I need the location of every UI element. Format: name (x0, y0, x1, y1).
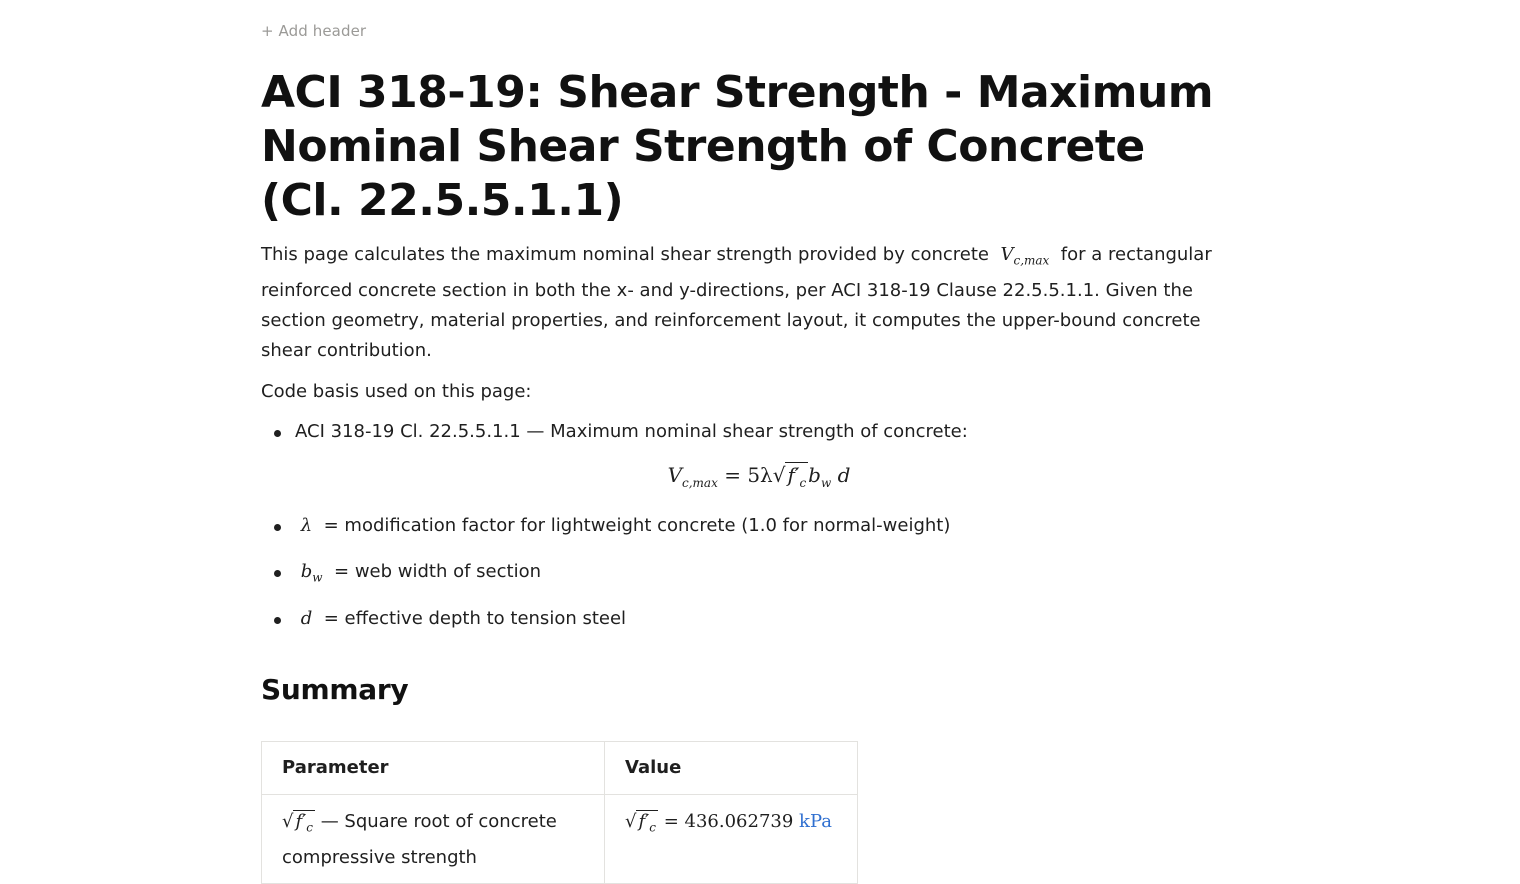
intro-math-vcmax: $V_{c,max}$ (1000, 244, 1050, 268)
value-cell (605, 795, 858, 884)
code-basis-list (261, 417, 1241, 447)
eq-sqrt-fc: √ $f'_c$ (772, 462, 807, 490)
eq-d: d (837, 462, 851, 487)
sqrt-icon: √ (282, 811, 294, 833)
parameter-description: — Square root of concrete compressive strength (282, 811, 557, 868)
table-row (262, 795, 858, 884)
list-item: λ = modification factor for lightweight concrete (1.0 for normal-weight) (261, 511, 1241, 547)
column-header-parameter: Parameter (262, 742, 605, 795)
summary-heading: Summary (261, 673, 409, 707)
parameter-cell (262, 795, 605, 884)
clause-text: ACI 318-19 Cl. 22.5.5.1.1 — Maximum nominal shear strength of concrete: (295, 420, 968, 442)
page-content (261, 66, 1241, 884)
eq-bw: $b_w$ (808, 462, 832, 490)
value-unit: kPa (799, 811, 832, 833)
value-number: = 436.062739 (663, 811, 794, 833)
intro-text-after: for a rectangular reinforced concrete section in both the x- and y-directions, per ACI 318-19 Clause 22.5.5.1.1. Given the section geometry, material properties, and reinforcement layout, it computes the upper-bound concrete shear contribution. (261, 244, 1212, 361)
equation-vcmax (261, 459, 1257, 499)
intro-paragraph (261, 240, 1241, 366)
page-title: ACI 318-19: Shear Strength - Maximum Nominal Shear Strength of Concrete (Cl. 22.5.5.1.1) (261, 67, 1214, 226)
column-header-value: Value (605, 742, 858, 795)
sqrt-icon: √ (772, 462, 786, 487)
variable-list (261, 511, 1241, 640)
value-sqrt-fc: √ $f'_c$ (625, 811, 656, 835)
eq-lhs: $V_{c,max}$ (667, 462, 718, 490)
code-basis-label: Code basis used on this page: (261, 380, 532, 402)
list-item-clause (261, 417, 1241, 447)
intro-text-before: This page calculates the maximum nominal shear strength provided by concrete (261, 244, 989, 265)
param-sqrt-fc: √ $f'_c$ (282, 811, 313, 835)
sqrt-icon: √ (625, 811, 637, 833)
eq-operator: = 5λ (717, 462, 773, 487)
add-header-button[interactable]: + Add header (261, 22, 367, 40)
list-item: d = effective depth to tension steel (261, 604, 1241, 640)
table-header-row (262, 742, 858, 795)
summary-table (261, 741, 858, 884)
list-item: $b_w$ = web width of section (261, 557, 1241, 593)
